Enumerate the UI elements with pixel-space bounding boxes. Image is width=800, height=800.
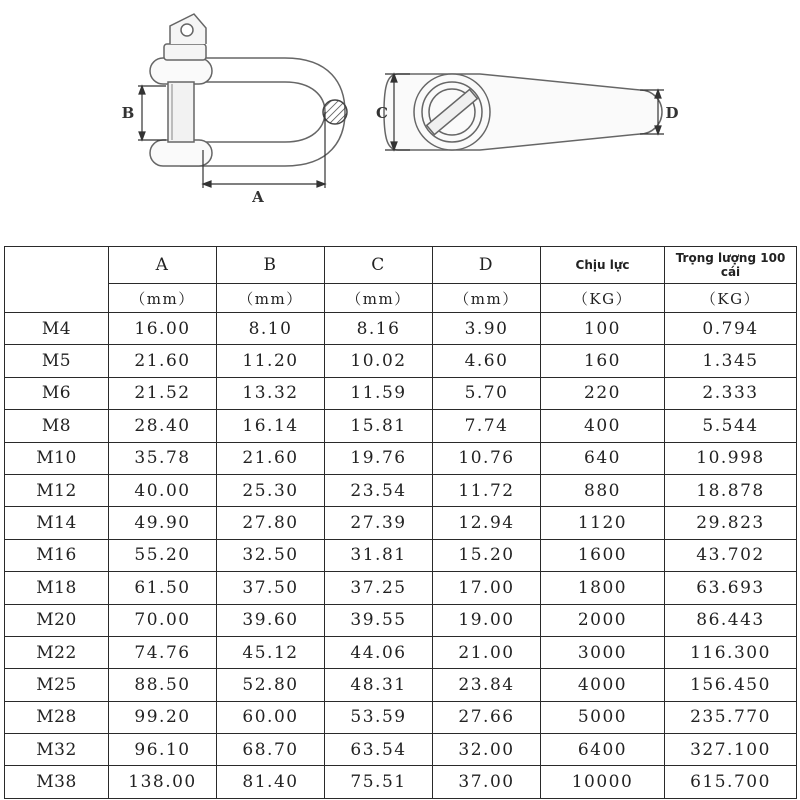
cell-a: 21.52 [109,377,217,409]
cell-size: M8 [5,410,109,442]
cell-size: M14 [5,507,109,539]
cell-load-capacity: 400 [541,410,665,442]
cell-a: 88.50 [109,669,217,701]
table-row [5,669,797,701]
cell-weight-100: 5.544 [665,410,797,442]
cell-load-capacity: 1600 [541,539,665,571]
cell-size: M6 [5,377,109,409]
cell-c: 15.81 [325,410,433,442]
header-d: D [433,247,541,284]
cell-d: 10.76 [433,442,541,474]
cell-b: 25.30 [217,474,325,506]
cell-c: 27.39 [325,507,433,539]
dimension-b-label: B [121,104,135,122]
cell-weight-100: 63.693 [665,572,797,604]
table-units-row [5,284,797,313]
table-row [5,604,797,636]
table-row [5,507,797,539]
cell-d: 23.84 [433,669,541,701]
cell-c: 37.25 [325,572,433,604]
table-row [5,734,797,766]
table-row [5,539,797,571]
cell-d: 19.00 [433,604,541,636]
table-row [5,410,797,442]
cell-c: 75.51 [325,766,433,798]
table-row [5,572,797,604]
cell-load-capacity: 2000 [541,604,665,636]
cell-size: M28 [5,701,109,733]
shackle-top-view [384,74,662,150]
cell-load-capacity: 880 [541,474,665,506]
dimension-d-label: D [665,104,679,122]
shackle-side-view [150,14,345,166]
cell-d: 11.72 [433,474,541,506]
dimension-b [138,86,166,140]
cell-d: 37.00 [433,766,541,798]
cell-c: 44.06 [325,636,433,668]
cell-d: 5.70 [433,377,541,409]
cell-c: 8.16 [325,313,433,345]
unit-weight-100: （KG） [665,284,797,313]
header-load-capacity: Chịu lực [541,247,665,284]
cell-c: 39.55 [325,604,433,636]
cell-weight-100: 2.333 [665,377,797,409]
cell-size: M4 [5,313,109,345]
cell-b: 37.50 [217,572,325,604]
cell-load-capacity: 160 [541,345,665,377]
cell-a: 35.78 [109,442,217,474]
cell-a: 49.90 [109,507,217,539]
cell-d: 12.94 [433,507,541,539]
unit-a: （mm） [109,284,217,313]
cell-size: M12 [5,474,109,506]
cell-size: M5 [5,345,109,377]
cell-weight-100: 615.700 [665,766,797,798]
cell-load-capacity: 6400 [541,734,665,766]
cell-d: 27.66 [433,701,541,733]
table-row [5,345,797,377]
cell-d: 7.74 [433,410,541,442]
shackle-diagram [0,0,800,242]
cell-a: 16.00 [109,313,217,345]
cell-d: 21.00 [433,636,541,668]
cell-c: 19.76 [325,442,433,474]
cell-d: 15.20 [433,539,541,571]
header-a: A [109,247,217,284]
table-row [5,442,797,474]
cell-a: 74.76 [109,636,217,668]
cell-b: 52.80 [217,669,325,701]
table-row [5,701,797,733]
cell-size: M38 [5,766,109,798]
cell-weight-100: 10.998 [665,442,797,474]
cell-load-capacity: 1800 [541,572,665,604]
cell-c: 23.54 [325,474,433,506]
cell-weight-100: 235.770 [665,701,797,733]
cell-d: 32.00 [433,734,541,766]
cell-size: M22 [5,636,109,668]
cell-weight-100: 327.100 [665,734,797,766]
cell-size: M10 [5,442,109,474]
cell-weight-100: 43.702 [665,539,797,571]
cell-b: 13.32 [217,377,325,409]
cell-a: 138.00 [109,766,217,798]
cell-a: 40.00 [109,474,217,506]
size-header-cell [5,247,109,313]
dimension-a [203,112,325,188]
cell-c: 63.54 [325,734,433,766]
cell-c: 53.59 [325,701,433,733]
cell-size: M16 [5,539,109,571]
cell-c: 31.81 [325,539,433,571]
table-row [5,636,797,668]
cell-b: 21.60 [217,442,325,474]
cell-weight-100: 29.823 [665,507,797,539]
cell-a: 55.20 [109,539,217,571]
unit-b: （mm） [217,284,325,313]
cell-weight-100: 86.443 [665,604,797,636]
cell-load-capacity: 1120 [541,507,665,539]
table-row [5,766,797,798]
cell-a: 99.20 [109,701,217,733]
table-row [5,377,797,409]
cross-section-hatch [323,100,347,124]
cell-a: 61.50 [109,572,217,604]
cell-load-capacity: 220 [541,377,665,409]
cell-load-capacity: 640 [541,442,665,474]
cell-size: M25 [5,669,109,701]
cell-load-capacity: 10000 [541,766,665,798]
cell-c: 11.59 [325,377,433,409]
cell-load-capacity: 100 [541,313,665,345]
cell-d: 4.60 [433,345,541,377]
dimension-a-label: A [252,188,264,206]
cell-weight-100: 1.345 [665,345,797,377]
cell-b: 27.80 [217,507,325,539]
cell-d: 17.00 [433,572,541,604]
table-header-row [5,247,797,284]
table-row [5,313,797,345]
cell-d: 3.90 [433,313,541,345]
cell-c: 10.02 [325,345,433,377]
unit-c: （mm） [325,284,433,313]
cell-load-capacity: 5000 [541,701,665,733]
cell-size: M32 [5,734,109,766]
cell-a: 28.40 [109,410,217,442]
cell-b: 32.50 [217,539,325,571]
cell-a: 70.00 [109,604,217,636]
cell-b: 39.60 [217,604,325,636]
cell-a: 21.60 [109,345,217,377]
unit-d: （mm） [433,284,541,313]
cell-a: 96.10 [109,734,217,766]
cell-size: M18 [5,572,109,604]
cell-b: 81.40 [217,766,325,798]
cell-load-capacity: 4000 [541,669,665,701]
cell-b: 68.70 [217,734,325,766]
cell-weight-100: 0.794 [665,313,797,345]
cell-weight-100: 18.878 [665,474,797,506]
cell-b: 60.00 [217,701,325,733]
cell-b: 11.20 [217,345,325,377]
cell-b: 45.12 [217,636,325,668]
cell-c: 48.31 [325,669,433,701]
dimension-c-label: C [376,104,388,122]
header-weight-100: Trọng lượng 100 cái [665,247,797,284]
specification-table [4,246,797,799]
unit-load-capacity: （KG） [541,284,665,313]
cell-b: 8.10 [217,313,325,345]
cell-b: 16.14 [217,410,325,442]
table-row [5,474,797,506]
header-c: C [325,247,433,284]
cell-weight-100: 116.300 [665,636,797,668]
cell-weight-100: 156.450 [665,669,797,701]
cell-load-capacity: 3000 [541,636,665,668]
cell-size: M20 [5,604,109,636]
header-b: B [217,247,325,284]
